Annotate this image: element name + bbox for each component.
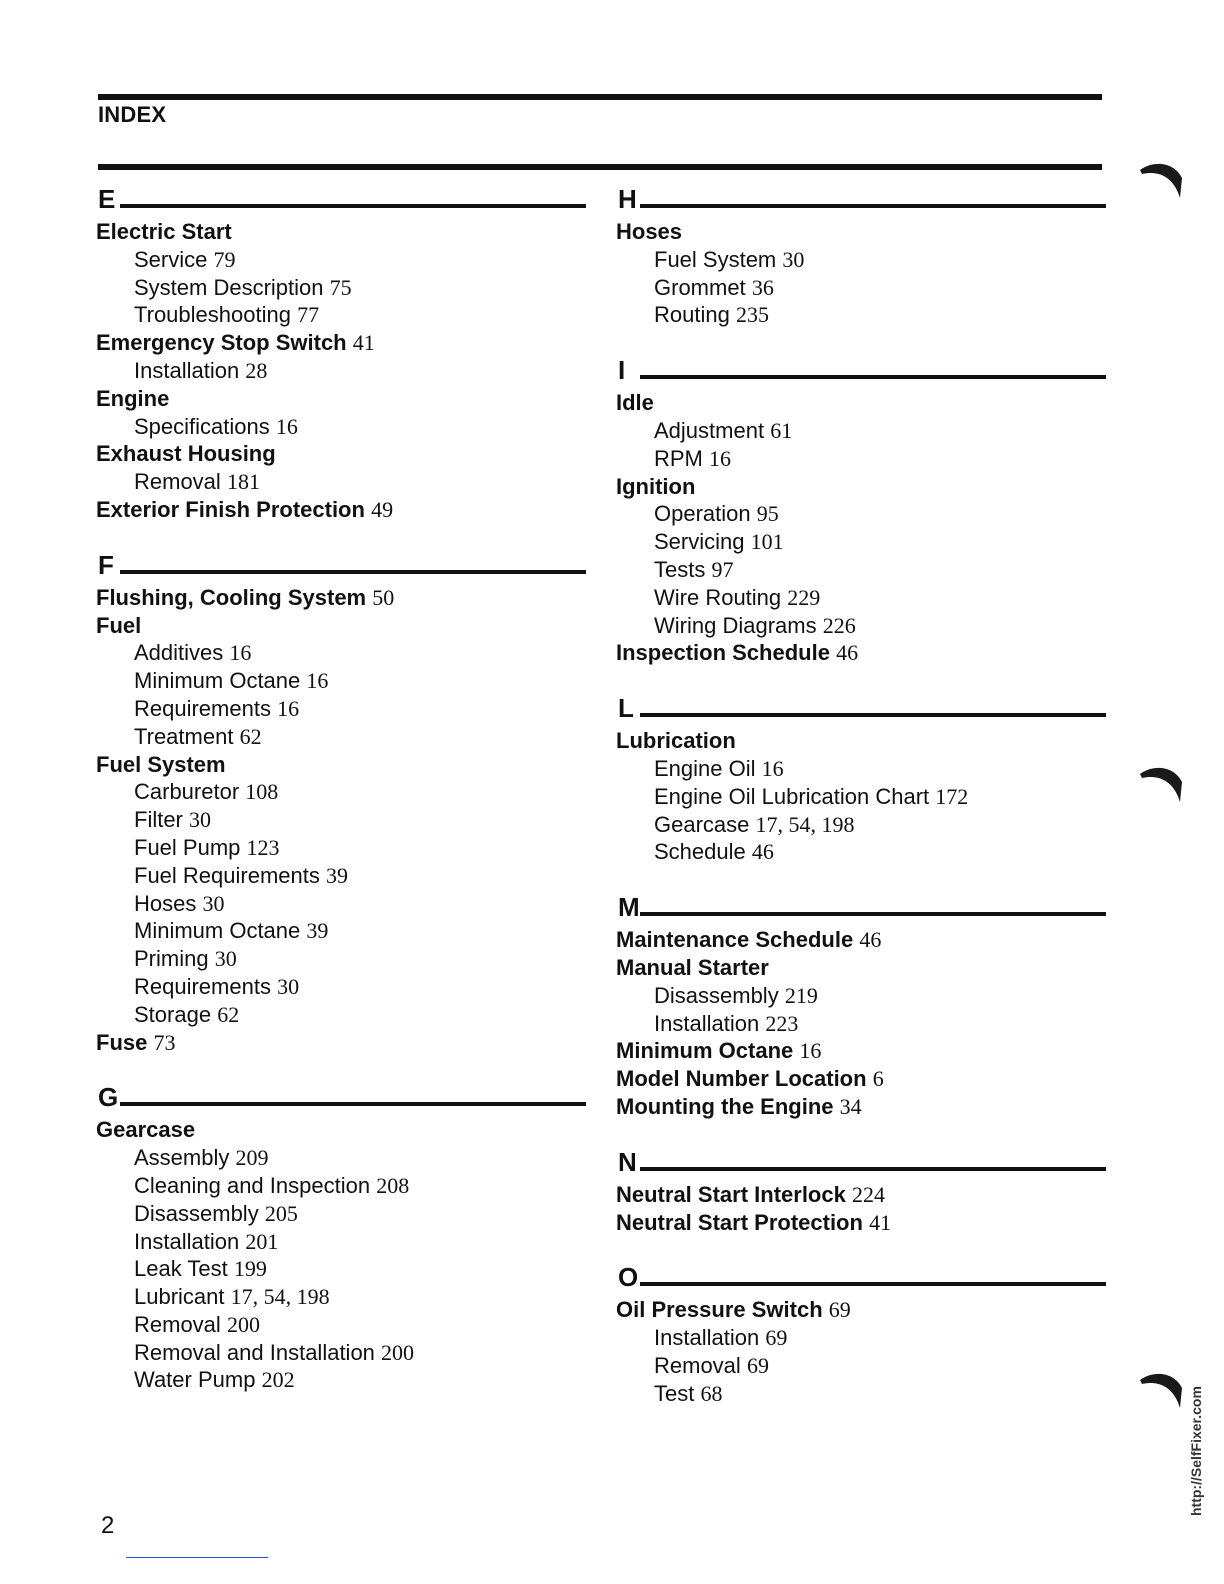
entry-label: Requirements: [134, 973, 271, 999]
index-entry: [616, 1065, 1106, 1093]
entry-page-ref: 62: [217, 1001, 240, 1027]
entry-page-ref: 205: [264, 1200, 298, 1226]
entry-page-ref: 69: [765, 1325, 788, 1351]
section-divider: [640, 1167, 1106, 1171]
section-letter: I: [618, 355, 626, 386]
index-subentry: [96, 695, 586, 723]
section-header: [616, 1260, 1106, 1296]
index-entry: [616, 1093, 1106, 1121]
entry-label: Exterior Finish Protection: [96, 496, 365, 522]
index-subentry: [616, 811, 1106, 839]
entry-page-ref: 30: [214, 946, 237, 972]
index-subentry: [616, 1380, 1106, 1408]
index-entry: [96, 385, 586, 413]
entry-label: Hoses: [616, 219, 683, 244]
section-header: [616, 182, 1106, 218]
entry-page-ref: 200: [226, 1311, 260, 1337]
entry-page-ref: 172: [935, 783, 969, 809]
index-entry: [616, 473, 1106, 501]
entry-page-ref: 235: [735, 302, 769, 328]
entry-page-ref: 39: [326, 862, 348, 888]
entry-page-ref: 39: [306, 918, 329, 944]
entry-label: Oil Pressure Switch: [616, 1297, 823, 1323]
section-letter: H: [618, 184, 637, 214]
section-letter: F: [98, 549, 114, 580]
entry-page-ref: 123: [246, 834, 280, 860]
index-subentry: [96, 301, 586, 329]
entry-label: Priming: [134, 946, 209, 972]
binder-hole-mark-icon: [1138, 762, 1186, 806]
section-divider: [120, 204, 586, 208]
entry-label: Flushing, Cooling System: [96, 584, 367, 610]
entry-page-ref: 229: [787, 584, 821, 610]
entry-page-ref: 209: [235, 1145, 269, 1171]
header-top-rule: [98, 94, 1102, 100]
entry-label: Neutral Start Protection: [616, 1209, 863, 1235]
entry-page-ref: 77: [297, 302, 320, 328]
entry-label: Fuel System: [654, 246, 777, 272]
entry-page-ref: 30: [202, 890, 225, 916]
section-letter: L: [618, 693, 634, 724]
index-subentry: [96, 1228, 586, 1256]
section-letter: M: [618, 892, 640, 923]
section-header: [616, 1145, 1106, 1181]
entry-label: Treatment: [134, 723, 234, 749]
entry-label: Fuel System: [96, 751, 226, 777]
entry-label: Routing: [654, 302, 730, 328]
index-section: [616, 182, 1106, 329]
entry-label: Removal: [134, 1311, 221, 1337]
index-column-right: [616, 182, 1106, 1432]
index-entry: [96, 751, 586, 779]
section-divider: [640, 912, 1106, 916]
page-title: INDEX: [98, 102, 167, 127]
entry-label: Engine Oil Lubrication Chart: [654, 783, 930, 809]
index-section: [96, 548, 586, 1057]
entry-label: Engine: [96, 385, 170, 411]
entry-label: Installation: [654, 1010, 760, 1036]
binder-hole-mark-icon: [1138, 158, 1186, 202]
page-number: 2: [101, 1512, 115, 1539]
entry-page-ref: 95: [756, 501, 779, 527]
entry-label: Cleaning and Inspection: [134, 1172, 371, 1198]
entry-page-ref: 16: [761, 755, 784, 781]
index-subentry: [96, 1255, 586, 1283]
entry-page-ref: 108: [245, 779, 279, 805]
index-subentry: [96, 357, 586, 385]
entry-label: Assembly: [134, 1145, 230, 1171]
index-subentry: [96, 413, 586, 441]
index-subentry: [96, 1001, 586, 1029]
index-subentry: [616, 1352, 1106, 1380]
entry-label: Exhaust Housing: [96, 441, 276, 467]
binder-hole-mark-icon: [1138, 1368, 1186, 1412]
entry-page-ref: 101: [750, 529, 784, 555]
index-subentry: [616, 755, 1106, 783]
entry-label: Removal and Installation: [134, 1339, 375, 1365]
entry-label: Removal: [654, 1352, 741, 1378]
entry-page-ref: 36: [751, 274, 774, 300]
section-header: [96, 548, 586, 584]
entry-label: Disassembly: [654, 982, 779, 1008]
index-subentry: [96, 778, 586, 806]
index-section: [616, 1145, 1106, 1237]
index-subentry: [96, 639, 586, 667]
entry-page-ref: 224: [851, 1181, 885, 1207]
entry-label: Service: [134, 246, 208, 272]
entry-label: Inspection Schedule: [616, 640, 830, 666]
entry-page-ref: 16: [306, 668, 329, 694]
entry-page-ref: 219: [784, 982, 818, 1008]
entry-label: Installation: [134, 357, 240, 383]
entry-page-ref: 49: [371, 496, 394, 522]
entry-page-ref: 16: [277, 695, 300, 721]
entry-label: Requirements: [134, 695, 271, 721]
entry-page-ref: 46: [836, 640, 859, 666]
index-section: [616, 890, 1106, 1121]
index-entry: [616, 218, 1106, 246]
section-header: [96, 1080, 586, 1116]
entry-label: Manual Starter: [616, 954, 769, 980]
entry-page-ref: 79: [213, 246, 236, 272]
section-divider: [120, 570, 586, 574]
entry-label: Ignition: [616, 473, 696, 499]
entry-label: Engine Oil: [654, 755, 756, 781]
index-subentry: [96, 973, 586, 1001]
index-subentry: [96, 1200, 586, 1228]
index-subentry: [616, 246, 1106, 274]
section-letter: O: [618, 1262, 639, 1293]
index-subentry: [96, 1144, 586, 1172]
index-subentry: [616, 274, 1106, 302]
index-subentry: [616, 838, 1106, 866]
index-subentry: [96, 246, 586, 274]
section-divider: [640, 375, 1106, 379]
entry-label: System Description: [134, 274, 324, 300]
entry-page-ref: 226: [822, 612, 856, 638]
header-bottom-rule: [98, 164, 1102, 170]
entry-page-ref: 181: [226, 469, 260, 495]
index-subentry: [96, 274, 586, 302]
watermark-url: http://SelfFixer.com: [1188, 1386, 1204, 1516]
index-subentry: [616, 417, 1106, 445]
entry-label: Hoses: [134, 890, 197, 916]
index-subentry: [616, 445, 1106, 473]
index-subentry: [616, 301, 1106, 329]
entry-page-ref: 28: [245, 357, 268, 383]
index-subentry: [616, 612, 1106, 640]
entry-label: Installation: [134, 1228, 240, 1254]
index-subentry: [616, 500, 1106, 528]
entry-page-ref: 6: [872, 1066, 884, 1092]
index-subentry: [96, 1311, 586, 1339]
index-subentry: [96, 917, 586, 945]
entry-page-ref: 61: [770, 417, 793, 443]
index-section: [96, 1080, 586, 1394]
index-entry: [616, 727, 1106, 755]
entry-label: Mounting the Engine: [616, 1093, 834, 1119]
entry-label: Troubleshooting: [134, 302, 291, 328]
index-subentry: [96, 890, 586, 918]
entry-label: Disassembly: [134, 1200, 259, 1226]
entry-page-ref: 69: [828, 1297, 851, 1323]
index-subentry: [96, 945, 586, 973]
entry-page-ref: 201: [245, 1228, 279, 1254]
entry-page-ref: 50: [372, 584, 395, 610]
index-section: [616, 1260, 1106, 1407]
entry-label: Adjustment: [654, 417, 765, 443]
section-header: [616, 691, 1106, 727]
entry-label: Fuel Requirements: [134, 862, 320, 888]
entry-label: Lubrication: [616, 728, 736, 754]
index-entry: [616, 1209, 1106, 1237]
entry-label: Tests: [654, 556, 706, 582]
section-divider: [120, 1102, 586, 1106]
section-letter: E: [98, 184, 116, 214]
index-entry: [616, 954, 1106, 982]
index-entry: [96, 440, 586, 468]
entry-page-ref: 17, 54, 198: [755, 811, 855, 837]
section-letter: N: [618, 1146, 637, 1177]
entry-label: Wire Routing: [654, 584, 782, 610]
entry-label: Wiring Diagrams: [654, 612, 817, 638]
index-entry: [616, 389, 1106, 417]
index-entry: [616, 1037, 1106, 1065]
section-header: [616, 353, 1106, 389]
index-entry: [616, 926, 1106, 954]
index-entry: [96, 1116, 586, 1144]
entry-label: Neutral Start Interlock: [616, 1181, 846, 1207]
index-entry: [96, 612, 586, 640]
entry-label: Specifications: [134, 413, 270, 439]
index-entry: [96, 496, 586, 524]
section-divider: [640, 1282, 1106, 1286]
entry-label: Minimum Octane: [134, 668, 301, 694]
entry-label: Additives: [134, 640, 224, 666]
index-subentry: [616, 556, 1106, 584]
entry-page-ref: 75: [329, 274, 352, 300]
index-subentry: [96, 834, 586, 862]
entry-page-ref: 73: [153, 1029, 176, 1055]
entry-label: Emergency Stop Switch: [96, 330, 347, 356]
index-section: [96, 182, 586, 524]
entry-label: Storage: [134, 1001, 212, 1027]
entry-page-ref: 30: [277, 973, 300, 999]
index-subentry: [96, 468, 586, 496]
entry-label: Test: [654, 1380, 695, 1406]
entry-page-ref: 16: [229, 640, 252, 666]
entry-page-ref: 34: [839, 1093, 862, 1119]
index-subentry: [96, 1366, 586, 1394]
index-subentry: [96, 1172, 586, 1200]
index-subentry: [96, 862, 586, 890]
index-entry: [616, 1296, 1106, 1324]
entry-page-ref: 41: [869, 1209, 892, 1235]
index-subentry: [616, 584, 1106, 612]
index-section: [616, 691, 1106, 866]
index-subentry: [96, 1283, 586, 1311]
entry-label: Minimum Octane: [616, 1038, 794, 1064]
entry-label: Maintenance Schedule: [616, 927, 854, 953]
entry-label: Carburetor: [134, 779, 240, 805]
entry-label: RPM: [654, 445, 703, 471]
entry-label: Grommet: [654, 274, 746, 300]
index-entry: [96, 329, 586, 357]
entry-page-ref: 223: [765, 1010, 799, 1036]
entry-page-ref: 202: [261, 1367, 295, 1393]
index-section: [616, 353, 1106, 667]
index-entry: [96, 218, 586, 246]
entry-label: Leak Test: [134, 1256, 228, 1282]
entry-label: Fuel Pump: [134, 834, 241, 860]
entry-page-ref: 68: [700, 1380, 723, 1406]
entry-page-ref: 46: [859, 927, 882, 953]
index-subentry: [96, 667, 586, 695]
index-entry: [96, 584, 586, 612]
section-header: [96, 182, 586, 218]
entry-label: Fuel: [96, 612, 142, 638]
entry-page-ref: 41: [352, 330, 375, 356]
entry-page-ref: 62: [239, 723, 262, 749]
entry-label: Water Pump: [134, 1367, 256, 1393]
index-subentry: [616, 528, 1106, 556]
entry-page-ref: 69: [746, 1352, 769, 1378]
entry-page-ref: 16: [709, 445, 732, 471]
index-column-left: [96, 182, 586, 1418]
entry-page-ref: 46: [751, 839, 774, 865]
entry-page-ref: 30: [189, 807, 212, 833]
entry-label: Electric Start: [96, 219, 232, 244]
index-entry: [616, 639, 1106, 667]
entry-page-ref: 200: [381, 1339, 415, 1365]
entry-label: Gearcase: [96, 1117, 196, 1143]
index-subentry: [96, 723, 586, 751]
entry-label: Removal: [134, 469, 221, 495]
entry-page-ref: 16: [275, 413, 298, 439]
entry-label: Servicing: [654, 529, 745, 555]
index-subentry: [616, 982, 1106, 1010]
index-entry: [96, 1029, 586, 1057]
entry-page-ref: 208: [376, 1172, 410, 1198]
entry-label: Model Number Location: [616, 1066, 867, 1092]
footer-link-underline: [126, 1557, 268, 1558]
entry-label: Operation: [654, 501, 751, 527]
section-header: [616, 890, 1106, 926]
entry-page-ref: 199: [233, 1256, 267, 1282]
index-subentry: [96, 806, 586, 834]
section-letter: G: [98, 1082, 119, 1113]
index-subentry: [96, 1339, 586, 1367]
entry-page-ref: 16: [799, 1038, 822, 1064]
section-divider: [640, 713, 1106, 717]
entry-label: Idle: [616, 390, 654, 416]
entry-page-ref: 97: [711, 556, 734, 582]
entry-label: Minimum Octane: [134, 918, 301, 944]
entry-page-ref: 30: [782, 246, 805, 272]
index-subentry: [616, 783, 1106, 811]
entry-label: Schedule: [654, 839, 746, 865]
section-divider: [640, 204, 1106, 208]
entry-label: Filter: [134, 807, 183, 833]
entry-label: Fuse: [96, 1029, 148, 1055]
index-entry: [616, 1181, 1106, 1209]
entry-label: Lubricant: [134, 1284, 225, 1310]
index-subentry: [616, 1010, 1106, 1038]
entry-label: Gearcase: [654, 811, 750, 837]
entry-page-ref: 17, 54, 198: [230, 1284, 330, 1310]
entry-label: Installation: [654, 1325, 760, 1351]
index-subentry: [616, 1324, 1106, 1352]
